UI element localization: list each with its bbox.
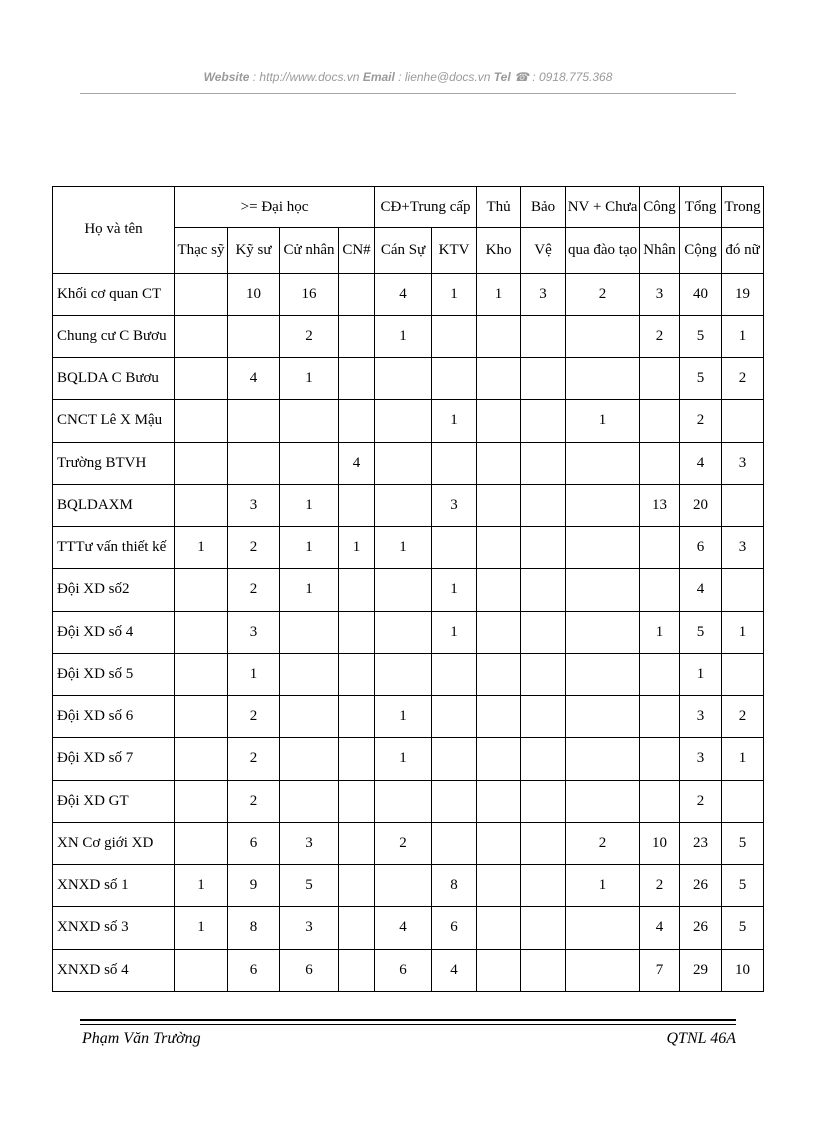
table-cell: 6 bbox=[228, 822, 280, 864]
table-cell bbox=[477, 569, 521, 611]
table-cell: 2 bbox=[228, 738, 280, 780]
table-cell bbox=[521, 780, 566, 822]
table-cell bbox=[432, 738, 477, 780]
table-cell: 13 bbox=[640, 484, 680, 526]
row-label: TTTư vấn thiết kế bbox=[53, 527, 175, 569]
table-cell: 1 bbox=[280, 484, 339, 526]
table-cell: 4 bbox=[680, 569, 722, 611]
table-cell bbox=[339, 696, 375, 738]
row-label: Đội XD số 6 bbox=[53, 696, 175, 738]
table-cell bbox=[175, 611, 228, 653]
table-cell bbox=[640, 400, 680, 442]
table-cell bbox=[228, 442, 280, 484]
table-cell bbox=[640, 569, 680, 611]
table-cell: 26 bbox=[680, 865, 722, 907]
table-cell: 20 bbox=[680, 484, 722, 526]
table-cell bbox=[175, 949, 228, 991]
table-row bbox=[53, 738, 764, 780]
table-cell bbox=[477, 527, 521, 569]
table-cell: 3 bbox=[280, 907, 339, 949]
table-cell: 1 bbox=[640, 611, 680, 653]
table-cell: 4 bbox=[375, 273, 432, 315]
table-cell bbox=[375, 442, 432, 484]
table-cell bbox=[521, 949, 566, 991]
table-cell: 2 bbox=[228, 780, 280, 822]
footer-class-code: QTNL 46A bbox=[666, 1030, 736, 1047]
table-cell bbox=[280, 696, 339, 738]
table-cell bbox=[432, 442, 477, 484]
table-cell bbox=[175, 738, 228, 780]
row-label: Đội XD số 7 bbox=[53, 738, 175, 780]
table-cell bbox=[477, 653, 521, 695]
table-cell bbox=[566, 611, 640, 653]
table-cell bbox=[477, 315, 521, 357]
table-cell bbox=[566, 569, 640, 611]
table-cell: 1 bbox=[432, 400, 477, 442]
table-cell bbox=[566, 738, 640, 780]
sub-header-ktv: KTV bbox=[432, 228, 477, 273]
table-cell: 5 bbox=[280, 865, 339, 907]
table-cell: 3 bbox=[521, 273, 566, 315]
table-cell: 6 bbox=[228, 949, 280, 991]
table-cell: 1 bbox=[175, 527, 228, 569]
table-cell bbox=[521, 358, 566, 400]
table-row bbox=[53, 315, 764, 357]
row-label: XN Cơ giới XD bbox=[53, 822, 175, 864]
table-cell: 3 bbox=[228, 611, 280, 653]
table-row bbox=[53, 569, 764, 611]
table-cell: 1 bbox=[722, 611, 764, 653]
table-cell bbox=[339, 569, 375, 611]
table-cell bbox=[521, 738, 566, 780]
table-cell: 3 bbox=[680, 738, 722, 780]
table-cell bbox=[477, 738, 521, 780]
table-cell: 6 bbox=[375, 949, 432, 991]
table-cell bbox=[280, 400, 339, 442]
sub-header-kysu: Kỹ sư bbox=[228, 228, 280, 273]
table-cell bbox=[566, 484, 640, 526]
table-cell: 1 bbox=[175, 907, 228, 949]
table-row bbox=[53, 484, 764, 526]
table-cell bbox=[640, 527, 680, 569]
col-header-thu-2: Kho bbox=[477, 228, 521, 273]
table-cell bbox=[280, 611, 339, 653]
row-label: Đội XD GT bbox=[53, 780, 175, 822]
sub-header-thacsy: Thạc sỹ bbox=[175, 228, 228, 273]
table-cell bbox=[640, 442, 680, 484]
row-label: Khối cơ quan CT bbox=[53, 273, 175, 315]
table-row bbox=[53, 273, 764, 315]
table-cell bbox=[521, 822, 566, 864]
table-cell bbox=[521, 400, 566, 442]
table-cell: 5 bbox=[680, 358, 722, 400]
sub-header-cn: CN# bbox=[339, 228, 375, 273]
table-cell: 5 bbox=[722, 822, 764, 864]
sub-header-cansu: Cán Sự bbox=[375, 228, 432, 273]
table-row bbox=[53, 442, 764, 484]
table-cell bbox=[521, 442, 566, 484]
table-cell: 7 bbox=[640, 949, 680, 991]
footer-divider-thin bbox=[80, 1024, 736, 1025]
col-header-tong-2: Cộng bbox=[680, 228, 722, 273]
table-cell bbox=[339, 358, 375, 400]
table-cell: 3 bbox=[432, 484, 477, 526]
table-row bbox=[53, 527, 764, 569]
table-cell bbox=[375, 358, 432, 400]
table-cell bbox=[477, 442, 521, 484]
table-cell: 4 bbox=[228, 358, 280, 400]
tel-label: Tel bbox=[493, 70, 511, 84]
table-cell: 1 bbox=[175, 865, 228, 907]
table-cell: 1 bbox=[280, 569, 339, 611]
table-cell bbox=[339, 822, 375, 864]
table-cell bbox=[521, 527, 566, 569]
table-cell bbox=[375, 484, 432, 526]
table-cell: 2 bbox=[228, 569, 280, 611]
table-cell bbox=[339, 273, 375, 315]
table-cell bbox=[521, 653, 566, 695]
table-row bbox=[53, 949, 764, 991]
table-cell bbox=[640, 358, 680, 400]
table-cell: 2 bbox=[228, 527, 280, 569]
table-cell bbox=[339, 400, 375, 442]
table-cell: 3 bbox=[680, 696, 722, 738]
table-cell bbox=[722, 484, 764, 526]
table-cell: 1 bbox=[280, 358, 339, 400]
table-cell bbox=[339, 780, 375, 822]
table-cell bbox=[477, 611, 521, 653]
table-cell: 2 bbox=[680, 400, 722, 442]
table-cell bbox=[432, 527, 477, 569]
table-cell bbox=[280, 653, 339, 695]
table-cell: 10 bbox=[722, 949, 764, 991]
table-cell bbox=[175, 273, 228, 315]
page-header bbox=[0, 70, 816, 84]
table-cell bbox=[175, 358, 228, 400]
row-label: BQLDAXM bbox=[53, 484, 175, 526]
table-cell bbox=[339, 865, 375, 907]
table-cell: 2 bbox=[680, 780, 722, 822]
table-cell: 1 bbox=[566, 865, 640, 907]
row-label: Chung cư C Bươu bbox=[53, 315, 175, 357]
table-cell bbox=[432, 358, 477, 400]
table-cell: 16 bbox=[280, 273, 339, 315]
table-cell bbox=[228, 315, 280, 357]
table-cell: 2 bbox=[375, 822, 432, 864]
table-cell bbox=[477, 907, 521, 949]
footer-author: Phạm Văn Trường bbox=[82, 1030, 201, 1047]
table-cell bbox=[432, 822, 477, 864]
table-cell: 5 bbox=[722, 865, 764, 907]
table-cell bbox=[477, 696, 521, 738]
row-label: XNXD số 1 bbox=[53, 865, 175, 907]
table-cell: 1 bbox=[375, 696, 432, 738]
website-value[interactable]: : http://www.docs.vn bbox=[252, 70, 360, 84]
table-cell bbox=[521, 865, 566, 907]
table-cell: 1 bbox=[228, 653, 280, 695]
col-header-nv-2: qua đào tạo bbox=[566, 228, 640, 273]
table-cell bbox=[477, 484, 521, 526]
table-cell bbox=[280, 442, 339, 484]
table-cell: 26 bbox=[680, 907, 722, 949]
table-cell bbox=[477, 949, 521, 991]
table-cell bbox=[339, 949, 375, 991]
table-cell bbox=[566, 315, 640, 357]
table-cell: 3 bbox=[722, 527, 764, 569]
table-row bbox=[53, 822, 764, 864]
col-header-nv: NV + Chưa bbox=[566, 187, 640, 228]
row-label: Trường BTVH bbox=[53, 442, 175, 484]
table-cell bbox=[521, 569, 566, 611]
table-cell: 5 bbox=[722, 907, 764, 949]
table-cell: 40 bbox=[680, 273, 722, 315]
table-cell bbox=[432, 696, 477, 738]
table-cell: 29 bbox=[680, 949, 722, 991]
table-cell: 1 bbox=[375, 527, 432, 569]
table-cell: 8 bbox=[228, 907, 280, 949]
table-cell bbox=[566, 696, 640, 738]
table-cell: 1 bbox=[722, 315, 764, 357]
table-cell bbox=[175, 400, 228, 442]
staff-table bbox=[52, 186, 764, 992]
table-cell: 1 bbox=[566, 400, 640, 442]
table-cell bbox=[339, 611, 375, 653]
row-label: Đội XD số2 bbox=[53, 569, 175, 611]
table-row bbox=[53, 907, 764, 949]
table-cell bbox=[566, 442, 640, 484]
table-cell bbox=[640, 780, 680, 822]
table-cell bbox=[175, 315, 228, 357]
table-cell: 1 bbox=[339, 527, 375, 569]
table-cell: 5 bbox=[680, 611, 722, 653]
table-cell bbox=[640, 696, 680, 738]
table-cell: 1 bbox=[432, 569, 477, 611]
table-cell: 1 bbox=[680, 653, 722, 695]
table-cell: 6 bbox=[280, 949, 339, 991]
table-row bbox=[53, 696, 764, 738]
table-cell: 4 bbox=[432, 949, 477, 991]
table-row bbox=[53, 358, 764, 400]
table-cell: 3 bbox=[722, 442, 764, 484]
table-cell bbox=[722, 569, 764, 611]
table-cell bbox=[175, 569, 228, 611]
col-header-thu: Thủ bbox=[477, 187, 521, 228]
table-cell bbox=[375, 611, 432, 653]
table-cell: 4 bbox=[375, 907, 432, 949]
table-cell: 10 bbox=[640, 822, 680, 864]
table-cell: 9 bbox=[228, 865, 280, 907]
table-row bbox=[53, 611, 764, 653]
table-cell bbox=[566, 780, 640, 822]
table-cell bbox=[432, 780, 477, 822]
table-cell bbox=[375, 569, 432, 611]
table-cell: 2 bbox=[722, 696, 764, 738]
table-cell bbox=[375, 865, 432, 907]
table-cell bbox=[477, 822, 521, 864]
col-header-cong-2: Nhân bbox=[640, 228, 680, 273]
table-cell bbox=[477, 865, 521, 907]
table-cell: 2 bbox=[280, 315, 339, 357]
table-cell bbox=[521, 907, 566, 949]
table-cell bbox=[432, 653, 477, 695]
table-cell: 8 bbox=[432, 865, 477, 907]
footer-divider-thick bbox=[80, 1019, 736, 1021]
table-cell: 1 bbox=[432, 611, 477, 653]
table-cell: 2 bbox=[722, 358, 764, 400]
table-cell: 6 bbox=[432, 907, 477, 949]
row-label: BQLDA C Bươu bbox=[53, 358, 175, 400]
table-cell bbox=[375, 653, 432, 695]
table-cell: 2 bbox=[640, 315, 680, 357]
table-cell bbox=[432, 315, 477, 357]
table-cell: 10 bbox=[228, 273, 280, 315]
table-cell bbox=[339, 484, 375, 526]
table-cell bbox=[722, 653, 764, 695]
table-cell bbox=[375, 400, 432, 442]
row-label: XNXD số 3 bbox=[53, 907, 175, 949]
table-cell: 1 bbox=[722, 738, 764, 780]
email-label: Email bbox=[362, 70, 395, 84]
table-cell: 4 bbox=[680, 442, 722, 484]
col-header-bao-2: Vệ bbox=[521, 228, 566, 273]
table-cell bbox=[477, 780, 521, 822]
table-cell bbox=[640, 738, 680, 780]
table-cell: 1 bbox=[375, 738, 432, 780]
table-cell: 19 bbox=[722, 273, 764, 315]
table-cell bbox=[339, 315, 375, 357]
table-cell bbox=[280, 780, 339, 822]
tel-value: ☎ : 0918.775.368 bbox=[514, 70, 613, 84]
col-header-trong: Trong bbox=[722, 187, 764, 228]
table-cell: 6 bbox=[680, 527, 722, 569]
table-cell: 1 bbox=[477, 273, 521, 315]
col-header-bao: Bảo bbox=[521, 187, 566, 228]
table-cell bbox=[175, 484, 228, 526]
table-cell bbox=[722, 780, 764, 822]
table-cell: 4 bbox=[339, 442, 375, 484]
table-cell: 1 bbox=[280, 527, 339, 569]
table-cell: 1 bbox=[375, 315, 432, 357]
table-cell bbox=[175, 780, 228, 822]
header-row-groups bbox=[53, 187, 764, 228]
table-cell bbox=[521, 484, 566, 526]
row-label: Đội XD số 5 bbox=[53, 653, 175, 695]
table-cell: 3 bbox=[228, 484, 280, 526]
table-cell: 3 bbox=[640, 273, 680, 315]
col-header-tong: Tổng bbox=[680, 187, 722, 228]
table-cell bbox=[339, 738, 375, 780]
website-label: Website bbox=[203, 70, 250, 84]
table-cell bbox=[175, 822, 228, 864]
table-cell bbox=[339, 907, 375, 949]
table-cell: 2 bbox=[228, 696, 280, 738]
table-cell: 2 bbox=[566, 822, 640, 864]
table-cell: 23 bbox=[680, 822, 722, 864]
row-label: XNXD số 4 bbox=[53, 949, 175, 991]
table-cell bbox=[521, 696, 566, 738]
table-cell bbox=[175, 442, 228, 484]
table-cell: 2 bbox=[640, 865, 680, 907]
table-row bbox=[53, 400, 764, 442]
table-cell: 4 bbox=[640, 907, 680, 949]
table-cell: 1 bbox=[432, 273, 477, 315]
table-cell bbox=[521, 315, 566, 357]
table-row bbox=[53, 865, 764, 907]
col-header-name: Họ và tên bbox=[53, 187, 175, 274]
table-cell bbox=[175, 653, 228, 695]
row-label: CNCT Lê X Mậu bbox=[53, 400, 175, 442]
table-row bbox=[53, 780, 764, 822]
table-cell: 3 bbox=[280, 822, 339, 864]
table-cell: 5 bbox=[680, 315, 722, 357]
table-cell bbox=[477, 400, 521, 442]
table-cell bbox=[477, 358, 521, 400]
table-cell bbox=[566, 653, 640, 695]
table-cell: 2 bbox=[566, 273, 640, 315]
table-cell bbox=[640, 653, 680, 695]
table-cell bbox=[521, 611, 566, 653]
col-header-cong: Công bbox=[640, 187, 680, 228]
email-value[interactable]: : lienhe@docs.vn bbox=[398, 70, 491, 84]
table-cell bbox=[280, 738, 339, 780]
table-cell bbox=[722, 400, 764, 442]
group-header-college: CĐ+Trung cấp bbox=[375, 187, 477, 228]
table-cell bbox=[566, 358, 640, 400]
table-cell bbox=[228, 400, 280, 442]
sub-header-cunhan: Cử nhân bbox=[280, 228, 339, 273]
table-row bbox=[53, 653, 764, 695]
group-header-university: >= Đại học bbox=[175, 187, 375, 228]
table-cell bbox=[375, 780, 432, 822]
table-cell bbox=[566, 527, 640, 569]
table-cell bbox=[339, 653, 375, 695]
col-header-trong-2: đó nữ bbox=[722, 228, 764, 273]
header-divider bbox=[80, 93, 736, 94]
table-cell bbox=[175, 696, 228, 738]
table-cell bbox=[566, 949, 640, 991]
table-cell bbox=[566, 907, 640, 949]
row-label: Đội XD số 4 bbox=[53, 611, 175, 653]
